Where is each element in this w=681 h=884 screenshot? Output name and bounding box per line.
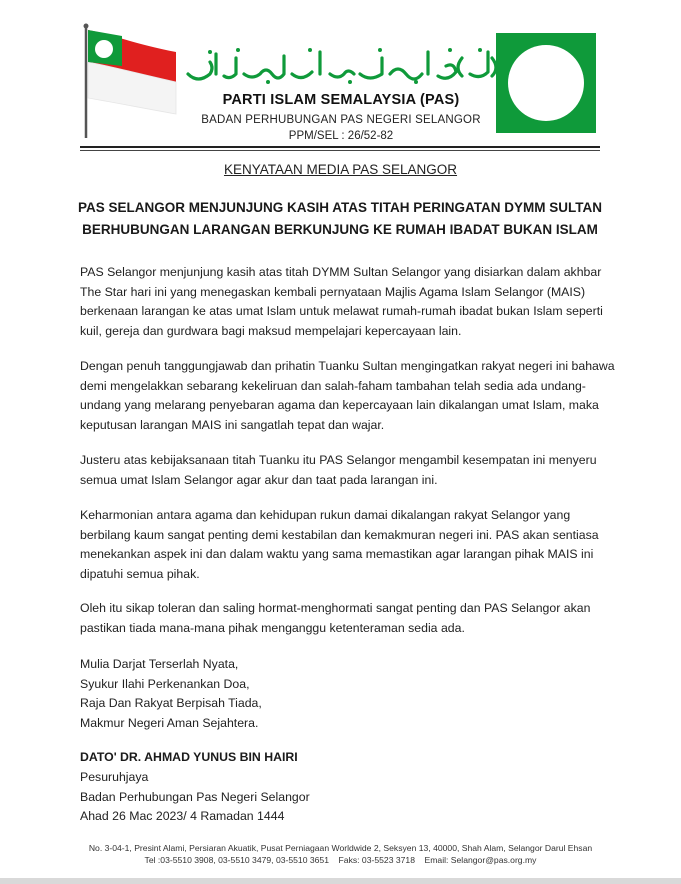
signatory-title: Pesuruhjaya — [80, 770, 149, 784]
signatory-name: DATO' DR. AHMAD YUNUS BIN HAIRI — [80, 750, 298, 764]
headline-line-1: PAS SELANGOR MENJUNJUNG KASIH ATAS TITAH PERINGATAN DYMM SULTAN — [77, 200, 602, 215]
verse-line: Syukur Ilahi Perkenankan Doa, — [80, 676, 250, 691]
media-statement-title: KENYATAAN MEDIA PAS SELANGOR — [223, 162, 458, 177]
arabic-slogan-logo — [180, 44, 500, 88]
footer-address: No. 3-04-1, Presint Alami, Persiaran Akuatik, Pusat Perniagaan Worldwide 2, Seksyen 13, 40000, Shah Alam, Selangor Darul Ehsan — [88, 843, 593, 853]
header-divider — [80, 146, 600, 148]
signatory-details — [80, 768, 620, 827]
paragraph: Justeru atas kebijaksanaan titah Tuanku itu PAS Selangor mengambil kesempatan ini menyeru semua umat Islam Selangor agar akur dan taat pada larangan ini. — [80, 453, 597, 487]
page-bottom-edge — [0, 878, 681, 884]
header-divider-thin — [80, 150, 600, 151]
footer-contacts: Tel :03-5510 3908, 03-5510 3479, 03-5510 3651 Faks: 03-5523 3718 Email: Selangor@pas.org.my — [144, 854, 537, 865]
pas-flag-icon — [80, 22, 180, 140]
org-name: PARTI ISLAM SEMALAYSIA (PAS) — [222, 92, 460, 108]
paragraph: Keharmonian antara agama dan kehidupan rukun damai dikalangan rakyat Selangor yang berbilang kaum sangat penting demi kestabilan dan kemakmuran negeri ini. PAS akan sentiasa menekankan aspek ini dan dalam waktu yang sama memastikan agar larangan pihak MAIS ini dipatuhi semua pihak. — [80, 508, 599, 581]
signatory-organization: Badan Perhubungan Pas Negeri Selangor — [80, 789, 310, 804]
paragraph: Oleh itu sikap toleran dan saling hormat-menghormati sangat penting dan PAS Selangor akan pastikan tiada mana-mana pihak menganggu ketenteraman sedia ada. — [80, 601, 591, 635]
verse-line: Mulia Darjat Terserlah Nyata, — [80, 657, 239, 671]
closing-verse — [80, 655, 620, 733]
org-subtitle: BADAN PERHUBUNGAN PAS NEGERI SELANGOR — [201, 114, 481, 126]
paragraph: PAS Selangor menjunjung kasih atas titah DYMM Sultan Selangor yang disiarkan dalam akhbar The Star hari ini yang menegaskan kembali pernyataan Majlis Agama Islam Selangor (MAIS) berkenaan larangan ke atas umat Islam untuk melawat rumah-rumah ibadat bukan Islam seperti kuil, gereja dan gurdwara bagi maksud mempelajari kepercayaan lain. — [80, 265, 603, 338]
footer — [0, 843, 681, 866]
statement-date: Ahad 26 Mac 2023/ 4 Ramadan 1444 — [80, 809, 285, 824]
headline — [60, 197, 620, 241]
paragraph: Dengan penuh tanggungjawab dan prihatin Tuanku Sultan mengingatkan rakyat negeri ini bahawa demi mengelakkan sebarang kekeliruan dan salah-faham tambahan telah sedia ada undang-undang yang melarang penyebaran agama dan kepercayaan lain dikalangan umat Islam, maka keputusan larangan MAIS ini sangatlah tepat dan wajar. — [80, 359, 615, 432]
headline-line-2: BERHUBUNGAN LARANGAN BERKUNJUNG KE RUMAH IBADAT BUKAN ISLAM — [82, 222, 598, 237]
verse-line: Raja Dan Rakyat Berpisah Tiada, — [80, 696, 262, 711]
verse-line: Makmur Negeri Aman Sejahtera. — [80, 715, 259, 730]
pas-logo-icon — [496, 33, 596, 133]
registration-number: PPM/SEL : 26/52-82 — [288, 130, 394, 142]
